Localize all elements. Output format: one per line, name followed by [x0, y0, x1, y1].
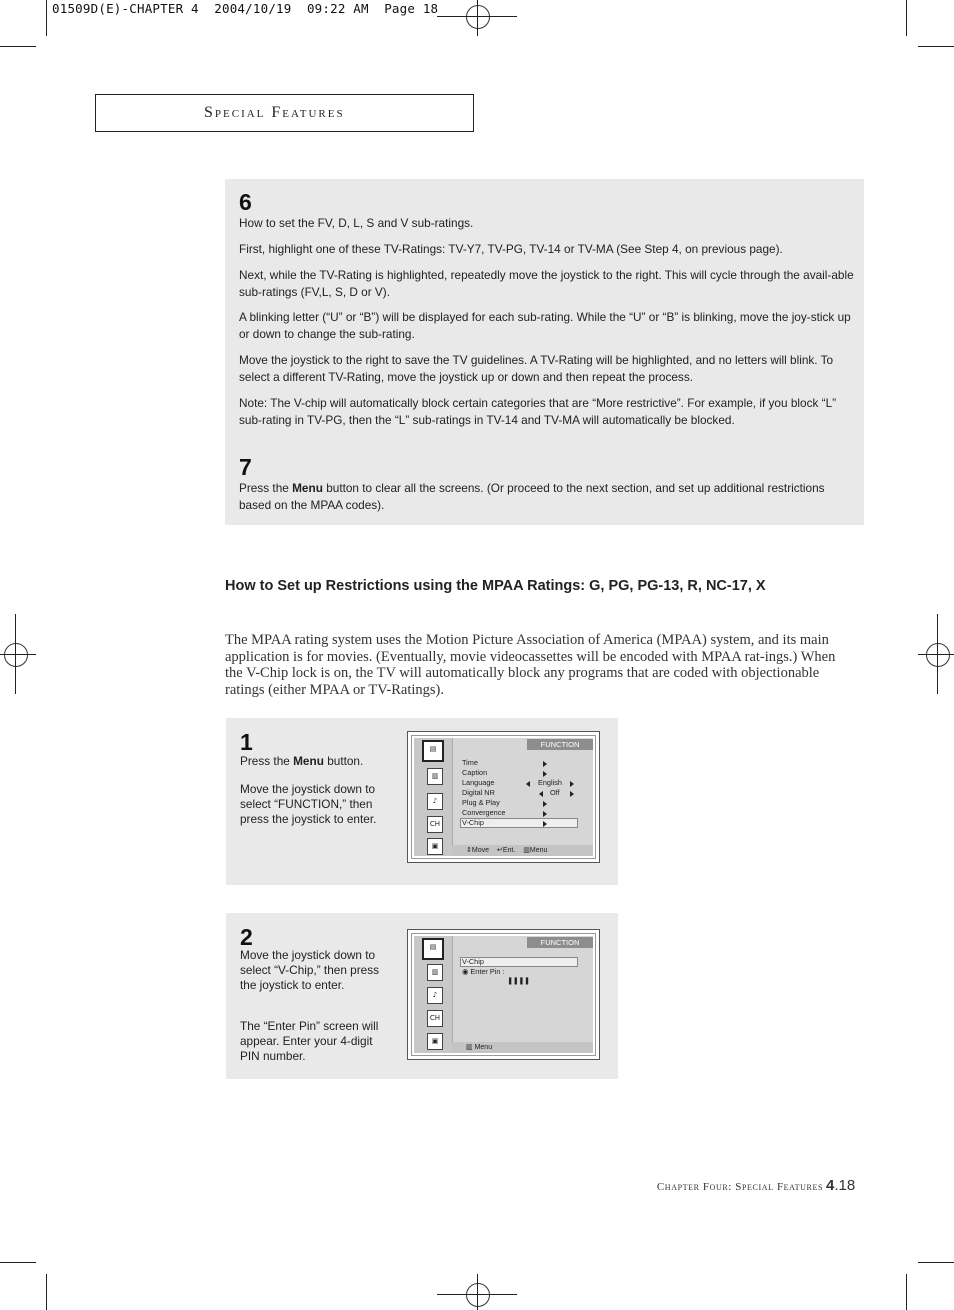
arrow-left-icon — [539, 791, 543, 797]
registration-mark-bottom — [466, 1283, 490, 1307]
chapter-footer: Chapter Four: Special Features — [656, 1181, 823, 1193]
enter-pin-row: ◉ Enter Pin : — [462, 967, 505, 976]
tv-icon-column — [414, 936, 453, 1053]
setup-icon: ▣ — [427, 838, 443, 855]
step-6-paragraph: Move the joystick to the right to save the TV guidelines. A TV-Rating will be highlighted, and no letters will blink. To select a different TV-Rating, move the joystick up or down and then repeat the process. — [239, 353, 834, 384]
section-title-box — [95, 94, 474, 132]
registration-line — [937, 614, 938, 694]
registration-line — [0, 654, 36, 655]
step-1-number: 1 — [240, 729, 253, 755]
menu-item-selected: V-Chip — [462, 818, 484, 827]
step-2-panel — [226, 913, 618, 1079]
crop-mark — [918, 1262, 954, 1263]
arrow-right-icon — [543, 801, 547, 807]
crop-mark — [46, 1274, 47, 1310]
menu-icon: ▥ — [523, 847, 530, 854]
menu-item: Caption — [462, 768, 488, 777]
sound-icon: ♪ — [427, 793, 443, 810]
vchip-row: V-Chip — [462, 957, 484, 966]
menu-item: Convergence — [462, 808, 506, 817]
crop-mark — [0, 46, 36, 47]
tv-menu-title: FUNCTION — [527, 937, 593, 948]
sound-icon: ♪ — [427, 987, 443, 1004]
registration-mark-left — [4, 643, 28, 667]
registration-mark-top — [466, 5, 490, 29]
step-1-line2: Move the joystick down to select “FUNCTION,” then press the joystick to enter. — [240, 782, 377, 826]
menu-item: Digital NR — [462, 788, 495, 797]
crop-mark — [906, 1274, 907, 1310]
registration-line — [477, 1274, 478, 1310]
arrow-left-icon — [526, 781, 530, 787]
arrow-right-icon — [543, 771, 547, 777]
menu-item: Language — [462, 778, 495, 787]
enter-icon: ↵ — [496, 847, 503, 854]
function-icon: ▤ — [422, 938, 444, 960]
step-6-note: Note: The V-chip will automatically block certain categories that are “More restrictive”. For example, if you block “L” sub-rating in TV-PG, then the “L” sub-ratings in TV-14 and TV-MA will automatically be blocked. — [239, 396, 837, 427]
mpaa-heading: How to Set up Restrictions using the MPAA Ratings: G, PG, PG-13, R, NC-17, X — [225, 578, 766, 594]
tv-screen-body — [414, 738, 593, 856]
step-6-paragraph: How to set the FV, D, L, S and V sub-ratings. — [239, 216, 474, 230]
arrow-right-icon — [570, 791, 574, 797]
tv-menu-footer: ⇕Move ↵Ent. ▥Menu — [452, 845, 593, 856]
arrow-right-icon — [543, 811, 547, 817]
registration-line — [477, 0, 478, 36]
arrow-right-icon — [570, 781, 574, 787]
print-header: 01509D(E)-CHAPTER 4 2004/10/19 09:22 AM Page 18 — [52, 1, 439, 16]
crop-mark — [906, 0, 907, 36]
step-6-paragraph: A blinking letter (“U” or “B”) will be displayed for each sub-rating. While the “U” or “B” is blinking, move the joy-stick up or down to change the sub-rating. — [239, 310, 851, 341]
crop-mark — [918, 46, 954, 47]
setup-icon: ▣ — [427, 1033, 443, 1050]
step-2-line1: Move the joystick down to select “V-Chip,” then press the joystick to enter. — [240, 948, 379, 992]
menu-item-value: English — [538, 778, 562, 787]
step-7-text: Press the Menu button to clear all the screens. (Or proceed to the next section, and set up additional restrictions based on the MPAA codes). — [239, 481, 825, 512]
registration-line — [15, 614, 16, 694]
step-2-number: 2 — [240, 924, 253, 950]
picture-icon: ▥ — [427, 964, 443, 981]
tv-menu-title: FUNCTION — [527, 739, 593, 750]
arrow-right-icon — [543, 761, 547, 767]
step-6-paragraph: First, highlight one of these TV-Ratings: TV-Y7, TV-PG, TV-14 or TV-MA (See Step 4, on previous page). — [239, 242, 783, 256]
channel-icon: CH — [427, 816, 443, 833]
registration-line — [918, 654, 954, 655]
tv-screen-vchip — [407, 929, 600, 1060]
tv-icon-column — [414, 738, 453, 856]
step-1-panel — [226, 718, 618, 885]
menu-item: Time — [462, 758, 478, 767]
step-7-number: 7 — [239, 454, 252, 480]
step-2-line2: The “Enter Pin” screen will appear. Enter your 4-digit PIN number. — [240, 1019, 379, 1063]
crop-mark — [46, 0, 47, 36]
channel-icon: CH — [427, 1010, 443, 1027]
updown-icon: ⇕ — [466, 847, 472, 854]
step-1-line1: Press the Menu button. — [240, 754, 364, 768]
tv-screen-body — [414, 936, 593, 1053]
section-title: Special Features — [204, 104, 345, 121]
mpaa-intro: The MPAA rating system uses the Motion Picture Association of America (MPAA) system, and its main application is for movies. (Eventually, movie videocassettes will be encoded with MPAA rat-ings.) When the V-Chip lock is on, the TV will automatically block any programs that are coded with objectionable ratings (either MPAA or TV-Ratings). — [225, 632, 836, 698]
pin-input: ▌▌▌▌ — [509, 978, 532, 985]
arrow-right-icon — [543, 821, 547, 827]
tv-screen-function-menu — [407, 731, 600, 863]
menu-item: Plug & Play — [462, 798, 500, 807]
page-number: 4.18 — [826, 1177, 856, 1194]
function-icon: ▤ — [422, 740, 444, 762]
menu-item-value: Off — [550, 788, 560, 797]
radio-icon: ◉ — [462, 967, 469, 976]
registration-mark-right — [926, 643, 950, 667]
step-6-number: 6 — [239, 189, 252, 215]
crop-mark — [0, 1262, 36, 1263]
step-6-paragraph: Next, while the TV-Rating is highlighted, repeatedly move the joystick to the right. This will cycle through the avail-able sub-ratings (FV,L, S, D or V). — [239, 268, 854, 299]
menu-icon: ▥ — [466, 1044, 473, 1051]
picture-icon: ▥ — [427, 768, 443, 785]
tv-menu-footer: ▥ Menu — [452, 1042, 593, 1053]
steps-6-7-panel — [225, 179, 864, 525]
